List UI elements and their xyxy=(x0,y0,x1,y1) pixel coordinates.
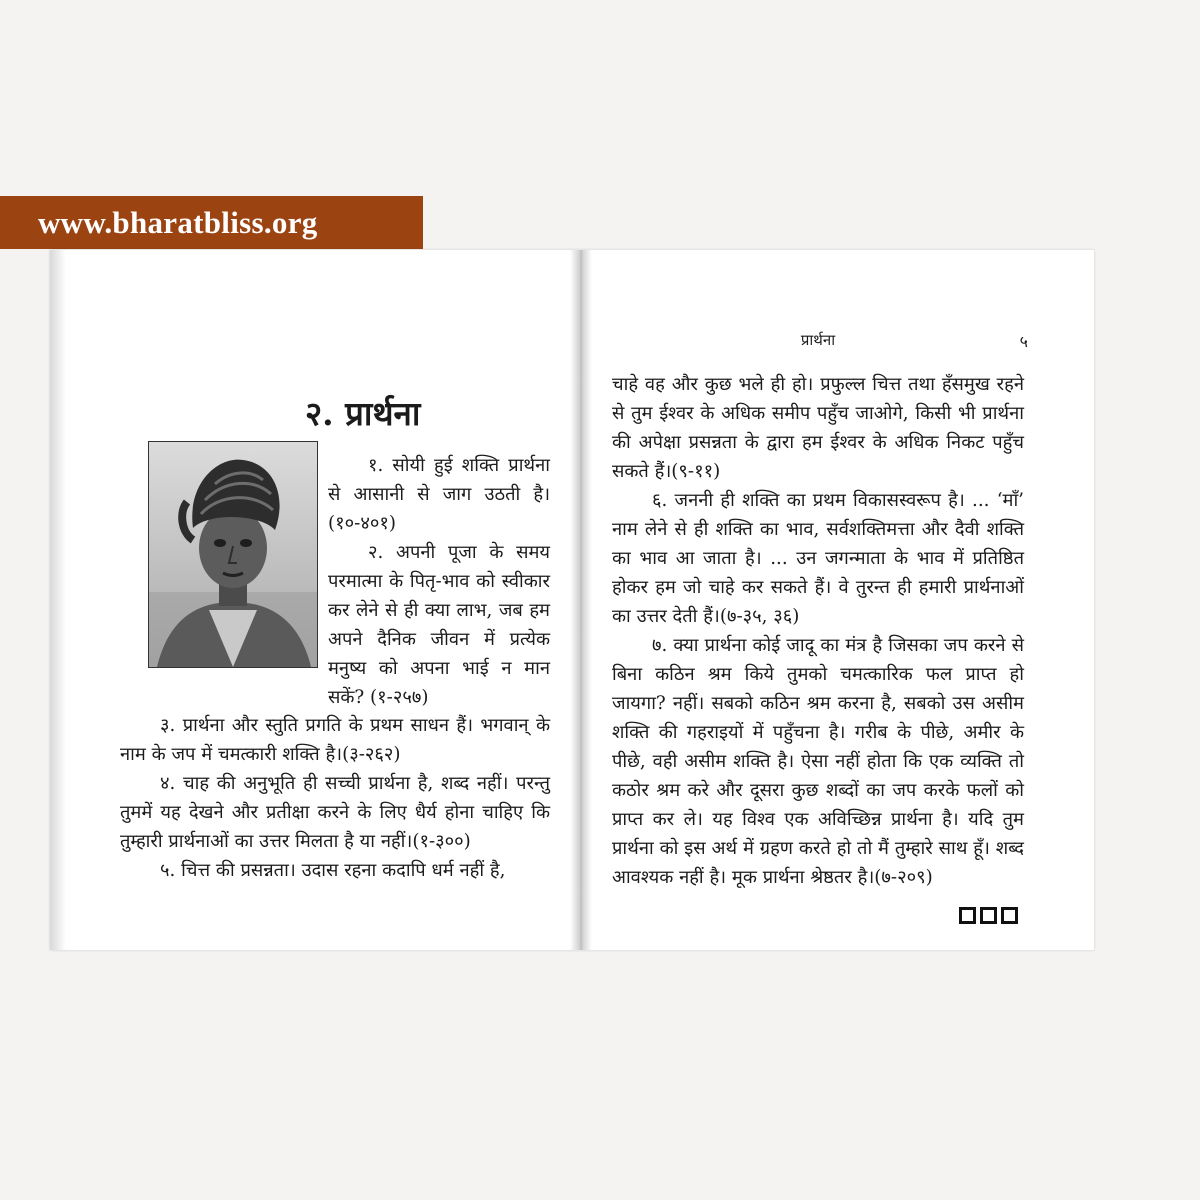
portrait-illustration xyxy=(149,442,317,667)
paragraph-3: ३. प्रार्थना और स्तुति प्रगति के प्रथम साधन हैं। भगवान् के नाम के जप में चमत्कारी शक्ति है।(३-२६२) xyxy=(120,715,550,765)
left-body-text xyxy=(120,711,550,885)
paragraph-5: ५. चित्त की प्रसन्नता। उदास रहना कदापि धर्म नहीं है, xyxy=(160,860,506,881)
running-head: प्रार्थना xyxy=(800,331,836,349)
paragraph-7: ७. क्या प्रार्थना कोई जादू का मंत्र है जिसका जप करने से बिना कठिन श्रम किये तुमको चमत्कारिक फल प्राप्त हो जायगा? नहीं। सबको कठिन श्रम करना है, सबको उस असीम शक्ति की गहराइयों में पहुँचना है। गरीब के पीछे, अमीर के पीछे, वही असीम शक्ति है। ऐसा नहीं होता कि एक व्यक्ति तो कठोर श्रम करे और दूसरा कुछ शब्दों का जप करके फलों को प्राप्त कर ले। यह विश्व एक अविच्छिन्न प्रार्थना है। यदि तुम प्रार्थना को इस अर्थ में ग्रहण करते हो तो मैं तुम्हारे साथ हूँ। शब्द आवश्यक नहीं है। मूक प्रार्थना श्रेष्ठतर है।(७-२०९) xyxy=(612,635,1024,888)
book-left-edge xyxy=(50,250,66,950)
section-end-mark xyxy=(959,907,1018,924)
page-number: ५ xyxy=(1019,332,1028,351)
right-body-text xyxy=(612,370,1024,892)
end-square-icon xyxy=(980,907,997,924)
right-page xyxy=(612,250,1028,950)
end-square-icon xyxy=(1001,907,1018,924)
chapter-title: २. प्रार्थना xyxy=(305,394,421,433)
paragraph-4: ४. चाह की अनुभूति ही सच्ची प्रार्थना है, शब्द नहीं। परन्तु तुममें यह देखने और प्रतीक्षा करने के लिए धैर्य होना चाहिए कि तुम्हारी प्रार्थनाओं का उत्तर मिलता है या नहीं।(१-३००) xyxy=(120,773,550,852)
left-page xyxy=(120,250,550,950)
website-banner xyxy=(0,196,423,249)
book-spine xyxy=(570,250,592,950)
portrait-image xyxy=(148,441,318,668)
website-url: www.bharatbliss.org xyxy=(38,204,318,240)
end-square-icon xyxy=(959,907,976,924)
paragraph-2: २. अपनी पूजा के समय परमात्मा के पितृ-भाव को स्वीकार कर लेने से ही क्या लाभ, जब हम अपने दैनिक जीवन में प्रत्येक मनुष्य को अपना भाई न मान सकें? (१-२५७) xyxy=(328,542,550,708)
paragraph-1: १. सोयी हुई शक्ति प्रार्थना से आसानी से जाग उठती है।(१०-४०१) xyxy=(328,455,550,534)
paragraph-continued: चाहे वह और कुछ भले ही हो। प्रफुल्ल चित्त तथा हँसमुख रहने से तुम ईश्वर के अधिक समीप पहुँच जाओगे, किसी भी प्रार्थना की अपेक्षा प्रसन्नता के द्वारा हम ईश्वर के अधिक निकट पहुँच सकते हैं।(९-११) xyxy=(612,374,1024,482)
paragraph-6: ६. जननी ही शक्ति का प्रथम विकासस्वरूप है। ... ‘माँ’ नाम लेने से ही शक्ति का भाव, सर्वशक्तिमत्ता और दैवी शक्ति का भाव आ जाता है। ... उन जगन्माता के भाव में प्रतिष्ठित होकर हम जो चाहे कर सकते हैं। वे तुरन्त ही हमारी प्रार्थनाओं का उत्तर देती हैं।(७-३५, ३६) xyxy=(612,490,1024,627)
wrapped-text xyxy=(328,451,550,712)
